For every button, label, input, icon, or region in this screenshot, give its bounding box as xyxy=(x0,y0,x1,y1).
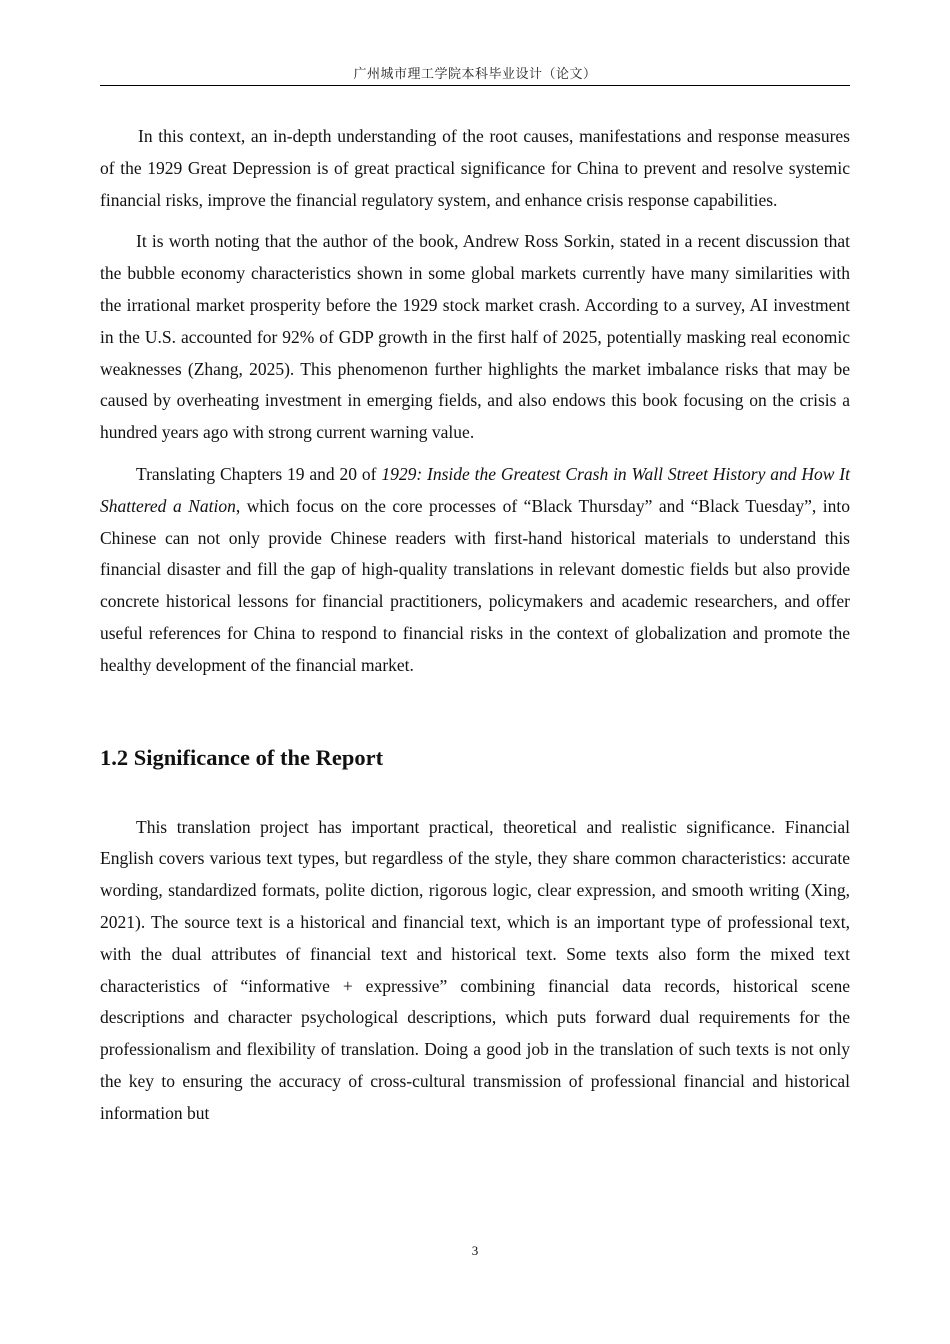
body-paragraph: In this context, an in-depth understanding of the root causes, manifestations and response measures of the 1929 Great Depression is of great practical significance for China to prevent and resolve systemic financial risks, improve the financial regulatory system, and enhance crisis response capabilities. xyxy=(100,126,850,210)
body-paragraph xyxy=(100,459,850,682)
body-paragraph: This translation project has important practical, theoretical and realistic significance. Financial English covers various text types, but regardless of the style, they share common characteristics: accurate wording, standardized formats, polite diction, rigorous logic, clear expression, and smooth writing (Xing, 2021). The source text is a historical and financial text, which is an important type of professional text, with the dual attributes of financial text and historical text. Some texts also form the mixed text characteristics of “informative + expressive” combining financial data records, historical scene descriptions and character psychological descriptions, which puts forward dual requirements for the professionalism and flexibility of translation. Doing a good job in the translation of such texts is not only the key to ensuring the accuracy of cross-cultural transmission of professional financial and historical information but xyxy=(100,816,850,1123)
paragraph-text-suffix: , which focus on the core processes of “Black Thursday” and “Black Tuesday”, into Chinese can not only provide Chinese readers with first-hand historical materials to understand this financial disaster and fill the gap of high-quality translations in relevant domestic fields but also provide concrete historical lessons for financial practitioners, policymakers and academic researchers, and offer useful references for China to respond to financial risks in the context of globalization and promote the healthy development of the financial market. xyxy=(100,495,850,675)
section-body xyxy=(100,812,850,1130)
page-header: 广州城市理工学院本科毕业设计（论文） xyxy=(353,67,597,82)
paragraph-text-prefix: Translating Chapters 19 and 20 of xyxy=(136,463,382,484)
page-number: 3 xyxy=(471,1243,479,1258)
book-title: 1929: Inside the Greatest Crash in Wall Street History and How It Shattered a Nation xyxy=(100,463,850,516)
section-heading: 1.2 Significance of the Report xyxy=(100,744,384,770)
page-body xyxy=(100,121,850,1130)
body-paragraph: It is worth noting that the author of the book, Andrew Ross Sorkin, stated in a recent discussion that the bubble economy characteristics shown in some global markets currently have many similarities with the irrational market prosperity before the 1929 stock market crash. According to a survey, AI investment in the U.S. accounted for 92% of GDP growth in the first half of 2025, potentially masking real economic weaknesses (Zhang, 2025). This phenomenon further highlights the market imbalance risks that may be caused by overheating investment in emerging fields, and also endows this book focusing on the crisis a hundred years ago with strong current warning value. xyxy=(100,231,850,443)
header-divider xyxy=(100,85,850,86)
